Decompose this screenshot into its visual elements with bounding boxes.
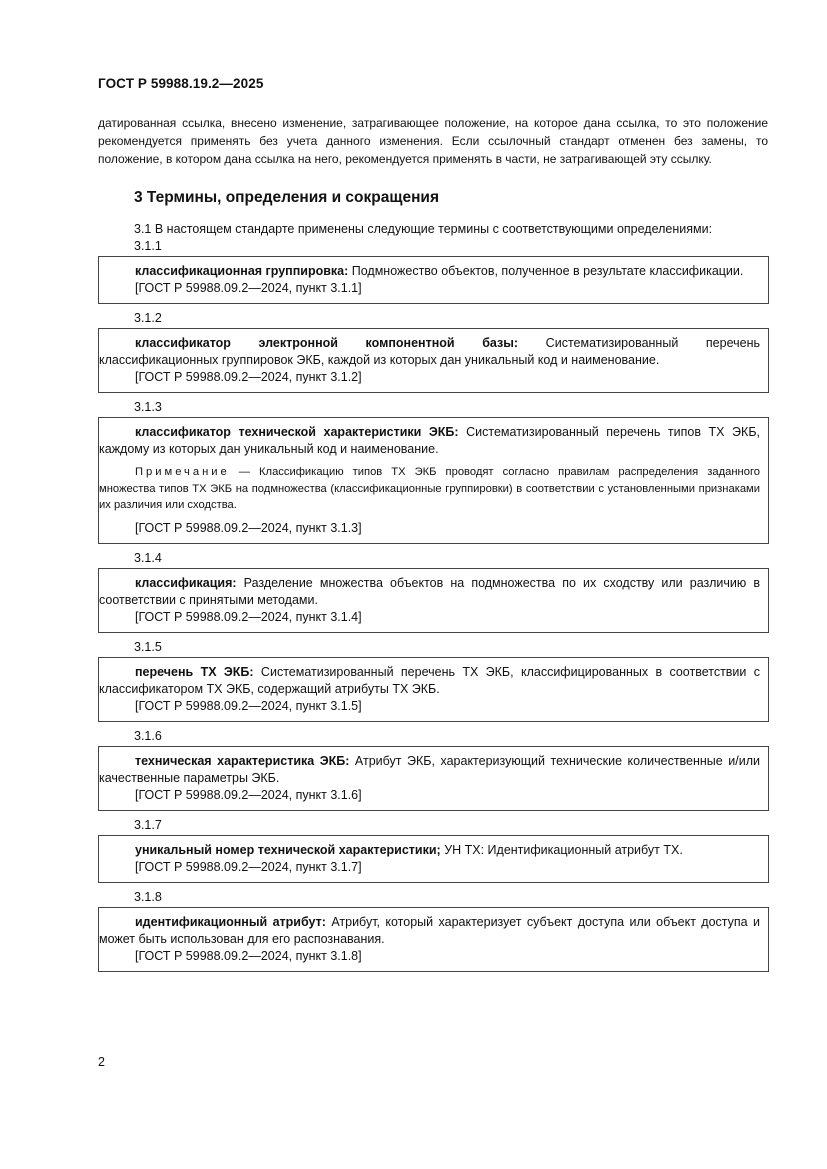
term-definition bbox=[99, 335, 760, 369]
term-source: [ГОСТ Р 59988.09.2—2024, пункт 3.1.1] bbox=[135, 281, 362, 295]
term-name: перечень ТХ ЭКБ: bbox=[135, 664, 254, 679]
term-number: 3.1.6 bbox=[134, 728, 162, 743]
definition-text: Систематизированный перечень типов ТХ ЭКБ, каждому из которых дан уникальный код и наименование. bbox=[99, 425, 760, 456]
definition-text: Разделение множества объектов на подмножества по их сходству или различию в соответствии с принятыми методами. bbox=[99, 575, 760, 607]
note-text: — Классификацию типов ТХ ЭКБ проводят согласно правилам распределения заданного множества типов ТХ ЭКБ на подмножества (классификационные группировки) в соответствии с установленными признаками их различия или сходства. bbox=[99, 466, 760, 511]
term-number: 3.1.5 bbox=[134, 639, 162, 654]
term-source: [ГОСТ Р 59988.09.2—2024, пункт 3.1.3] bbox=[135, 520, 362, 535]
term-source: [ГОСТ Р 59988.09.2—2024, пункт 3.1.8] bbox=[135, 948, 362, 963]
term-name: техническая характеристика ЭКБ: bbox=[135, 753, 350, 768]
term-definition bbox=[99, 424, 760, 458]
term-name: классификация: bbox=[135, 575, 237, 590]
term-number: 3.1.7 bbox=[134, 817, 162, 832]
term-entry bbox=[98, 746, 769, 811]
term-entry bbox=[98, 568, 769, 633]
term-source: [ГОСТ Р 59988.09.2—2024, пункт 3.1.2] bbox=[135, 370, 362, 384]
note-label: Примечание bbox=[135, 466, 230, 478]
intro-paragraph: датированная ссылка, внесено изменение, затрагивающее положение, на которое дана ссылка, то это положение рекомендуется применять без учета данного изменения. Если ссылочный стандарт отменен без замены, то положение, в котором дана ссылка на него, рекомендуется применять в части, не затрагивающей эту ссылку. bbox=[98, 116, 768, 166]
term-number: 3.1.1 bbox=[134, 239, 162, 253]
term-name: классификатор технической характеристики ЭКБ: bbox=[135, 425, 459, 439]
term-definition bbox=[99, 842, 760, 859]
term-name: уникальный номер технической характеристики; bbox=[135, 842, 441, 857]
term-number: 3.1.2 bbox=[134, 311, 162, 325]
term-number: 3.1.3 bbox=[134, 400, 162, 414]
term-name: идентификационный атрибут: bbox=[135, 914, 326, 929]
definition-text: Систематизированный перечень ТХ ЭКБ, классифицированных в соответствии с классификатором ТХ ЭКБ, содержащий атрибуты ТХ ЭКБ. bbox=[99, 664, 761, 696]
term-definition bbox=[99, 664, 760, 698]
term-name: классификатор электронной компонентной базы: bbox=[135, 336, 519, 350]
section-lead: 3.1 В настоящем стандарте применены следующие термины с соответствующими определениями: bbox=[134, 222, 713, 236]
term-entry bbox=[98, 417, 769, 544]
term-number: 3.1.4 bbox=[134, 550, 162, 565]
term-entry bbox=[98, 256, 769, 304]
term-entry bbox=[98, 657, 769, 722]
term-note bbox=[99, 464, 760, 514]
term-definition bbox=[99, 753, 760, 787]
definition-text: Подмножество объектов, полученное в результате классификации. bbox=[348, 264, 744, 278]
term-definition bbox=[99, 575, 760, 609]
term-name: классификационная группировка: bbox=[135, 264, 349, 278]
definition-text: Атрибут, который характеризует субъект доступа или объект доступа и может быть использован для его распознавания. bbox=[99, 914, 760, 946]
term-number: 3.1.8 bbox=[134, 889, 162, 904]
section-title: 3 Термины, определения и сокращения bbox=[134, 189, 439, 206]
term-definition bbox=[99, 263, 760, 280]
term-definition bbox=[99, 914, 760, 948]
term-entry bbox=[98, 907, 769, 972]
terms-list bbox=[98, 236, 769, 976]
definition-text: УН ТХ: Идентификационный атрибут ТХ. bbox=[440, 842, 683, 857]
term-source: [ГОСТ Р 59988.09.2—2024, пункт 3.1.7] bbox=[135, 859, 362, 874]
document-header: ГОСТ Р 59988.19.2—2025 bbox=[98, 76, 264, 91]
term-source: [ГОСТ Р 59988.09.2—2024, пункт 3.1.4] bbox=[135, 609, 362, 624]
page-number: 2 bbox=[98, 1055, 105, 1069]
term-source: [ГОСТ Р 59988.09.2—2024, пункт 3.1.6] bbox=[135, 787, 362, 802]
term-entry bbox=[98, 835, 769, 883]
definition-text: Атрибут ЭКБ, характеризующий технические количественные и/или качественные параметры ЭКБ. bbox=[99, 753, 760, 785]
definition-text: Систематизированный перечень классификационных группировок ЭКБ, каждой из которых дан уникальный код и наименование. bbox=[99, 336, 760, 367]
term-source: [ГОСТ Р 59988.09.2—2024, пункт 3.1.5] bbox=[135, 698, 362, 713]
term-entry bbox=[98, 328, 769, 393]
